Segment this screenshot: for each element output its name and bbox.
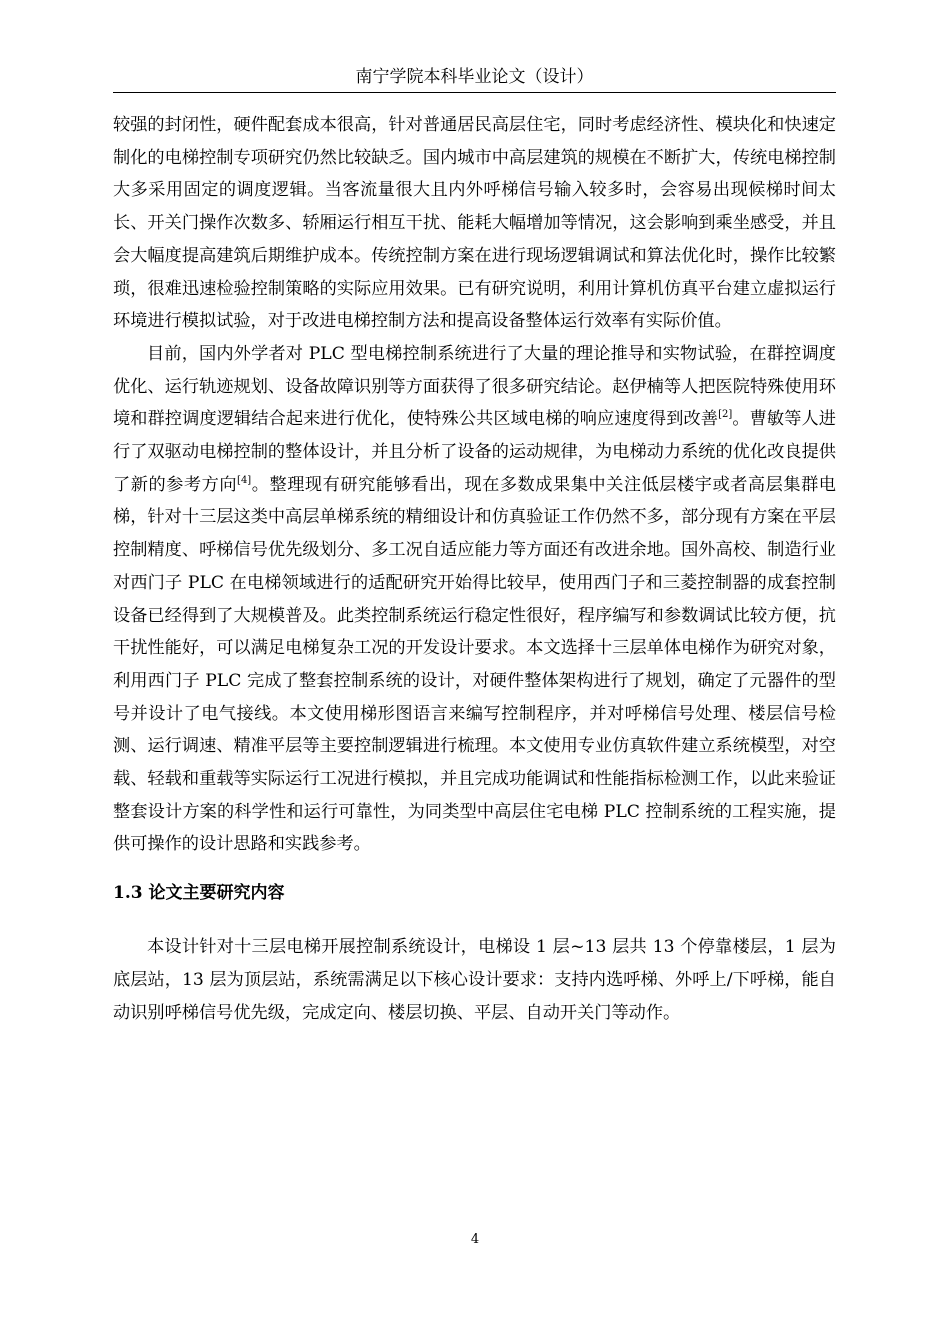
paragraph-2 — [113, 338, 836, 861]
paragraph-2-part-b: 。曹敏等人进行了双驱动电梯控制的整体设计，并且分析了设备的运动规律，为电梯动力系统的优化改良提供了新的参考方向 — [113, 409, 836, 495]
paragraph-3: 本设计针对十三层电梯开展控制系统设计，电梯设 1 层~13 层共 13 个停靠楼层，1 层为底层站，13 层为顶层站，系统需满足以下核心设计要求：支持内选呼梯、外呼上/下呼梯，能自动识别呼梯信号优先级，完成定向、楼层切换、平层、自动开关门等动作。 — [113, 937, 836, 1023]
citation-2[interactable]: [2] — [718, 409, 733, 421]
page-header-title: 南宁学院本科毕业论文（设计） — [355, 67, 594, 87]
body-text — [113, 109, 836, 1029]
paragraph-2-part-a: 目前，国内外学者对 PLC 型电梯控制系统进行了大量的理论推导和实物试验，在群控调度优化、运行轨迹规划、设备故障识别等方面获得了很多研究结论。赵伊楠等人把医院特殊使用环境和群控调度逻辑结合起来进行优化，使特殊公共区域电梯的响应速度得到改善 — [113, 343, 836, 430]
page-number: 4 — [470, 1232, 480, 1247]
paragraph-2-part-c: 。整理现有研究能够看出，现在多数成果集中关注低层楼宇或者高层集群电梯，针对十三层这类中高层单梯系统的精细设计和仿真验证工作仍然不多，部分现有方案在平层控制精度、呼梯信号优先级划分、多工况自适应能力等方面还有改进余地。国外高校、制造行业对西门子 PLC 在电梯领域进行的适配研究开始得比较早，使用西门子和三菱控制器的成套控制设备已经得到了大规模普及。此类控制系统运行稳定性很好，程序编写和参数调试比较方便，抗干扰性能好，可以满足电梯复杂工况的开发设计要求。本文选择十三层单体电梯作为研究对象，利用西门子 PLC 完成了整套控制系统的设计，对硬件整体架构进行了规划，确定了元器件的型号并设计了电气接线。本文使用梯形图语言来编写控制程序，并对呼梯信号处理、楼层信号检测、运行调速、精准平层等主要控制逻辑进行梳理。本文使用专业仿真软件建立系统模型，对空载、轻载和重载等实际运行工况进行模拟，并且完成功能调试和性能指标检测工作，以此来验证整套设计方案的科学性和运行可靠性，为同类型中高层住宅电梯 PLC 控制系统的工程实施，提供可操作的设计思路和实践参考。 — [113, 474, 836, 855]
header-rule — [113, 92, 836, 93]
section-heading: 1.3 论文主要研究内容 — [113, 883, 285, 904]
paragraph-1: 较强的封闭性，硬件配套成本很高，针对普通居民高层住宅，同时考虑经济性、模块化和快速定制化的电梯控制专项研究仍然比较缺乏。国内城市中高层建筑的规模在不断扩大，传统电梯控制大多采用固定的调度逻辑。当客流量很大且内外呼梯信号输入较多时，会容易出现候梯时间太长、开关门操作次数多、轿厢运行相互干扰、能耗大幅增加等情况，这会影响到乘坐感受，并且会大幅度提高建筑后期维护成本。传统控制方案在进行现场逻辑调试和算法优化时，操作比较繁琐，很难迅速检验控制策略的实际应用效果。已有研究说明，利用计算机仿真平台建立虚拟运行环境进行模拟试验，对于改进电梯控制方法和提高设备整体运行效率有实际价值。 — [113, 115, 836, 332]
citation-4[interactable]: [4] — [237, 474, 252, 486]
